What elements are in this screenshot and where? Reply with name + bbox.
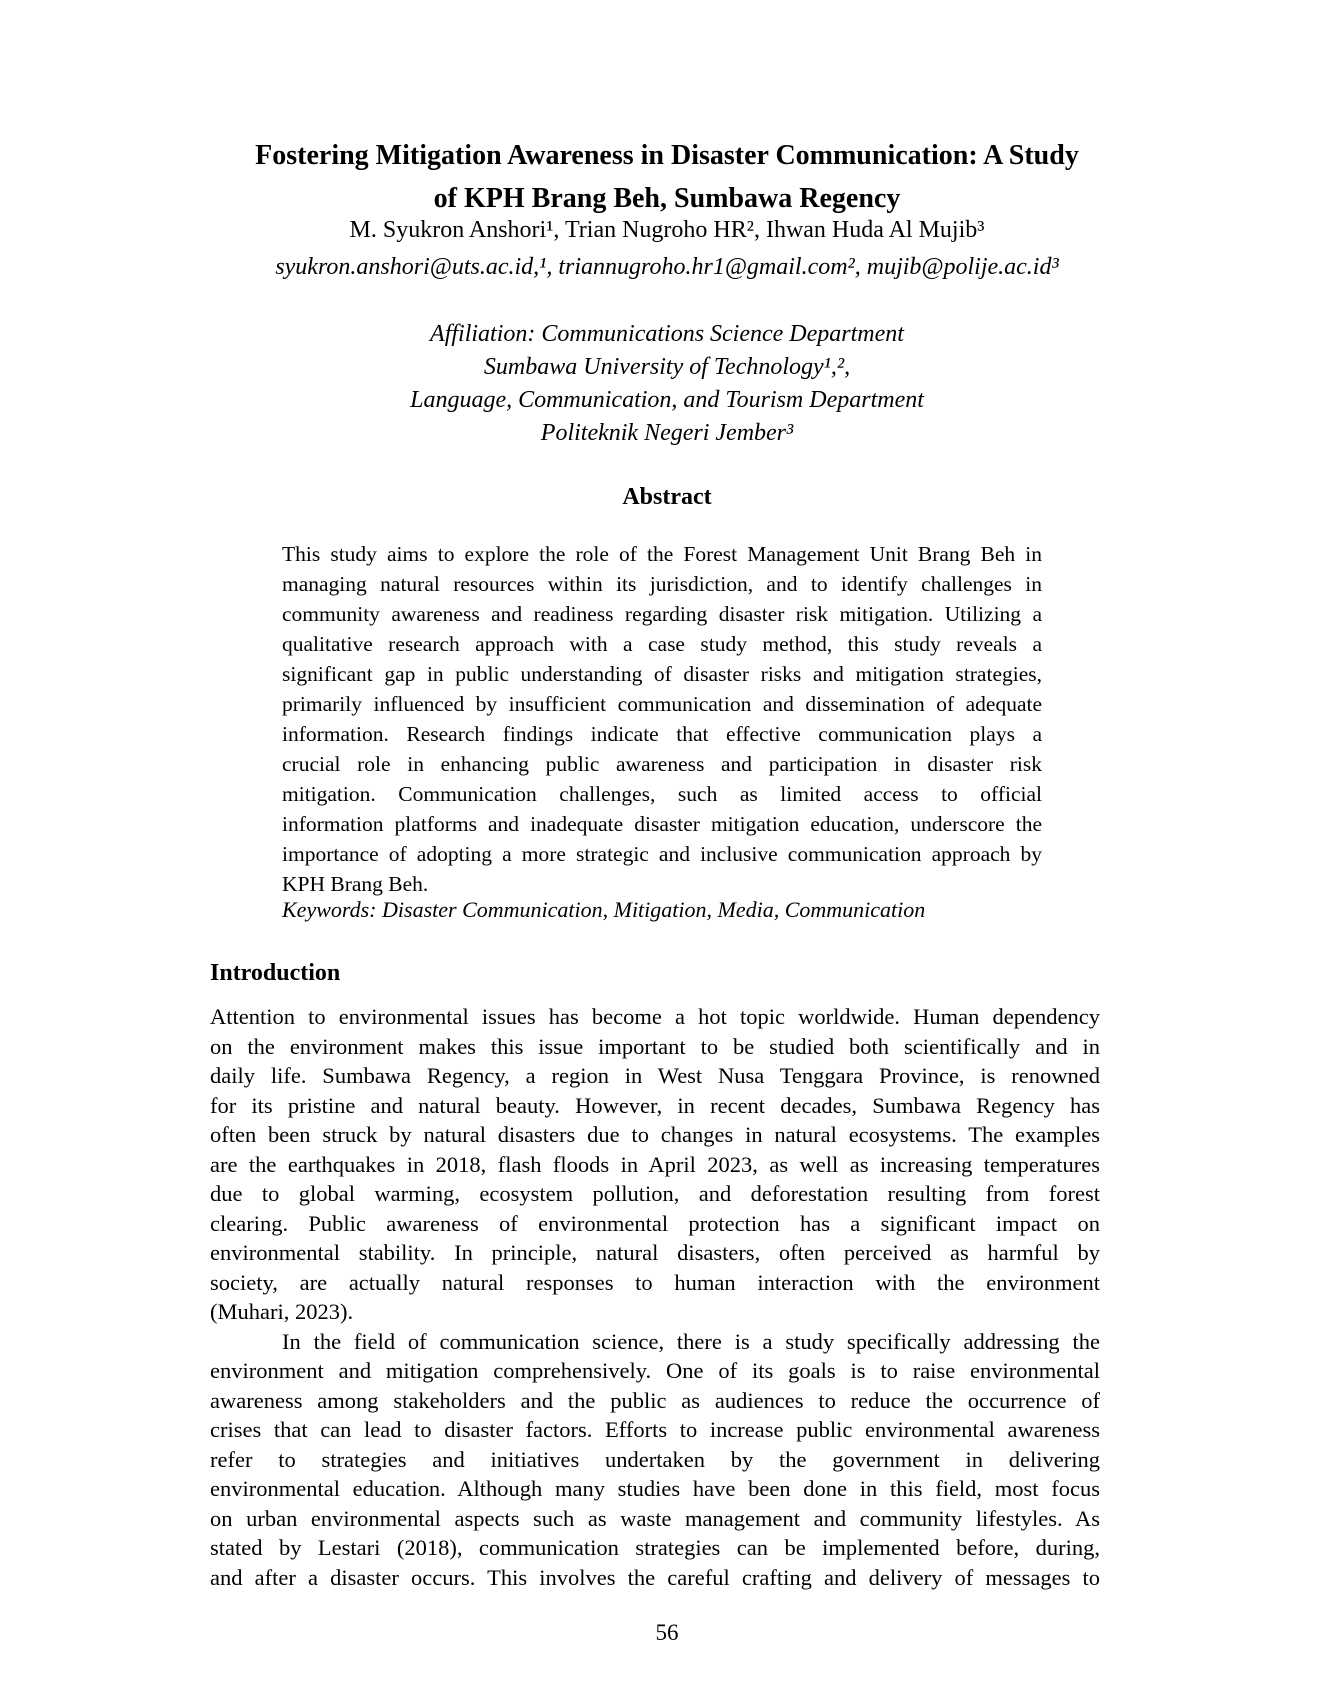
- text-line: are the earthquakes in 2018, flash floods in April 2023, as well as increasing temperatures: [210, 1151, 1100, 1177]
- text-line: and after a disaster occurs. This involves the careful crafting and delivery of messages to: [210, 1564, 1100, 1590]
- paper-title: [0, 134, 1334, 220]
- text-line: clearing. Public awareness of environmental protection has a significant impact on: [210, 1210, 1100, 1236]
- text-line: mitigation. Communication challenges, such as limited access to official: [282, 782, 1042, 806]
- text-line: Affiliation: Communications Science Department: [430, 321, 904, 347]
- text-line: (Muhari, 2023).: [210, 1299, 354, 1324]
- text-line: society, are actually natural responses to human interaction with the environment: [210, 1269, 1100, 1295]
- keywords-line: Keywords: Disaster Communication, Mitigation, Media, Communication: [282, 897, 926, 922]
- text-line: managing natural resources within its jurisdiction, and to identify challenges in: [282, 572, 1042, 596]
- text-line: awareness among stakeholders and the public as audiences to reduce the occurrence of: [210, 1387, 1100, 1413]
- title-line-2: of KPH Brang Beh, Sumbawa Regency: [433, 183, 901, 214]
- text-line: crucial role in enhancing public awareness and participation in disaster risk: [282, 752, 1042, 776]
- text-line: Attention to environmental issues has become a hot topic worldwide. Human dependency: [210, 1004, 1100, 1029]
- text-line: refer to strategies and initiatives undertaken by the government in delivering: [210, 1446, 1100, 1472]
- text-line: significant gap in public understanding of disaster risks and mitigation strategies,: [282, 662, 1042, 686]
- introduction-text: [210, 1002, 1100, 1592]
- text-line: In the field of communication science, there is a study specifically addressing the: [282, 1328, 1100, 1354]
- author-emails-line: syukron.anshori@uts.ac.id,¹, triannugroho.hr1@gmail.com², mujib@polije.ac.id³: [275, 254, 1059, 280]
- text-line: This study aims to explore the role of the Forest Management Unit Brang Beh in: [282, 542, 1042, 566]
- introduction-heading: Introduction: [210, 960, 341, 986]
- abstract-heading: Abstract: [622, 484, 712, 510]
- text-line: on the environment makes this issue important to be studied both scientifically and in: [210, 1033, 1100, 1059]
- text-line: on urban environmental aspects such as waste management and community lifestyles. As: [210, 1505, 1100, 1531]
- authors-line: M. Syukron Anshori¹, Trian Nugroho HR², Ihwan Huda Al Mujib³: [349, 217, 985, 243]
- text-line: importance of adopting a more strategic and inclusive communication approach by: [282, 842, 1042, 866]
- text-line: for its pristine and natural beauty. However, in recent decades, Sumbawa Regency has: [210, 1092, 1100, 1118]
- text-line: primarily influenced by insufficient communication and dissemination of adequate: [282, 692, 1042, 716]
- text-line: often been struck by natural disasters due to changes in natural ecosystems. The examples: [210, 1122, 1100, 1147]
- text-line: due to global warming, ecosystem pollution, and deforestation resulting from forest: [210, 1181, 1100, 1206]
- text-line: Politeknik Negeri Jember³: [540, 420, 794, 446]
- text-line: environment and mitigation comprehensively. One of its goals is to raise environmental: [210, 1358, 1100, 1383]
- introduction-paragraph-2: [210, 1327, 1100, 1593]
- text-line: daily life. Sumbawa Regency, a region in West Nusa Tenggara Province, is renowned: [210, 1063, 1100, 1088]
- text-line: qualitative research approach with a case study method, this study reveals a: [282, 632, 1042, 656]
- text-line: Language, Communication, and Tourism Department: [410, 387, 924, 413]
- affiliation-block: [0, 318, 1334, 450]
- text-line: information. Research findings indicate that effective communication plays a: [282, 722, 1042, 746]
- text-line: KPH Brang Beh.: [282, 872, 429, 896]
- text-line: community awareness and readiness regarding disaster risk mitigation. Utilizing a: [282, 602, 1042, 626]
- introduction-paragraph-1: [210, 1002, 1100, 1327]
- text-line: stated by Lestari (2018), communication strategies can be implemented before, during,: [210, 1535, 1100, 1560]
- text-line: information platforms and inadequate disaster mitigation education, underscore the: [282, 812, 1042, 836]
- text-line: environmental education. Although many studies have been done in this field, most focus: [210, 1476, 1100, 1501]
- text-line: environmental stability. In principle, natural disasters, often perceived as harmful by: [210, 1240, 1100, 1265]
- text-line: Sumbawa University of Technology¹,²,: [483, 354, 851, 380]
- page-number: 56: [655, 1620, 679, 1645]
- text-line: crises that can lead to disaster factors. Efforts to increase public environmental awareness: [210, 1417, 1100, 1442]
- abstract-text: [282, 539, 1042, 899]
- title-line-1: Fostering Mitigation Awareness in Disaster Communication: A Study: [255, 140, 1079, 171]
